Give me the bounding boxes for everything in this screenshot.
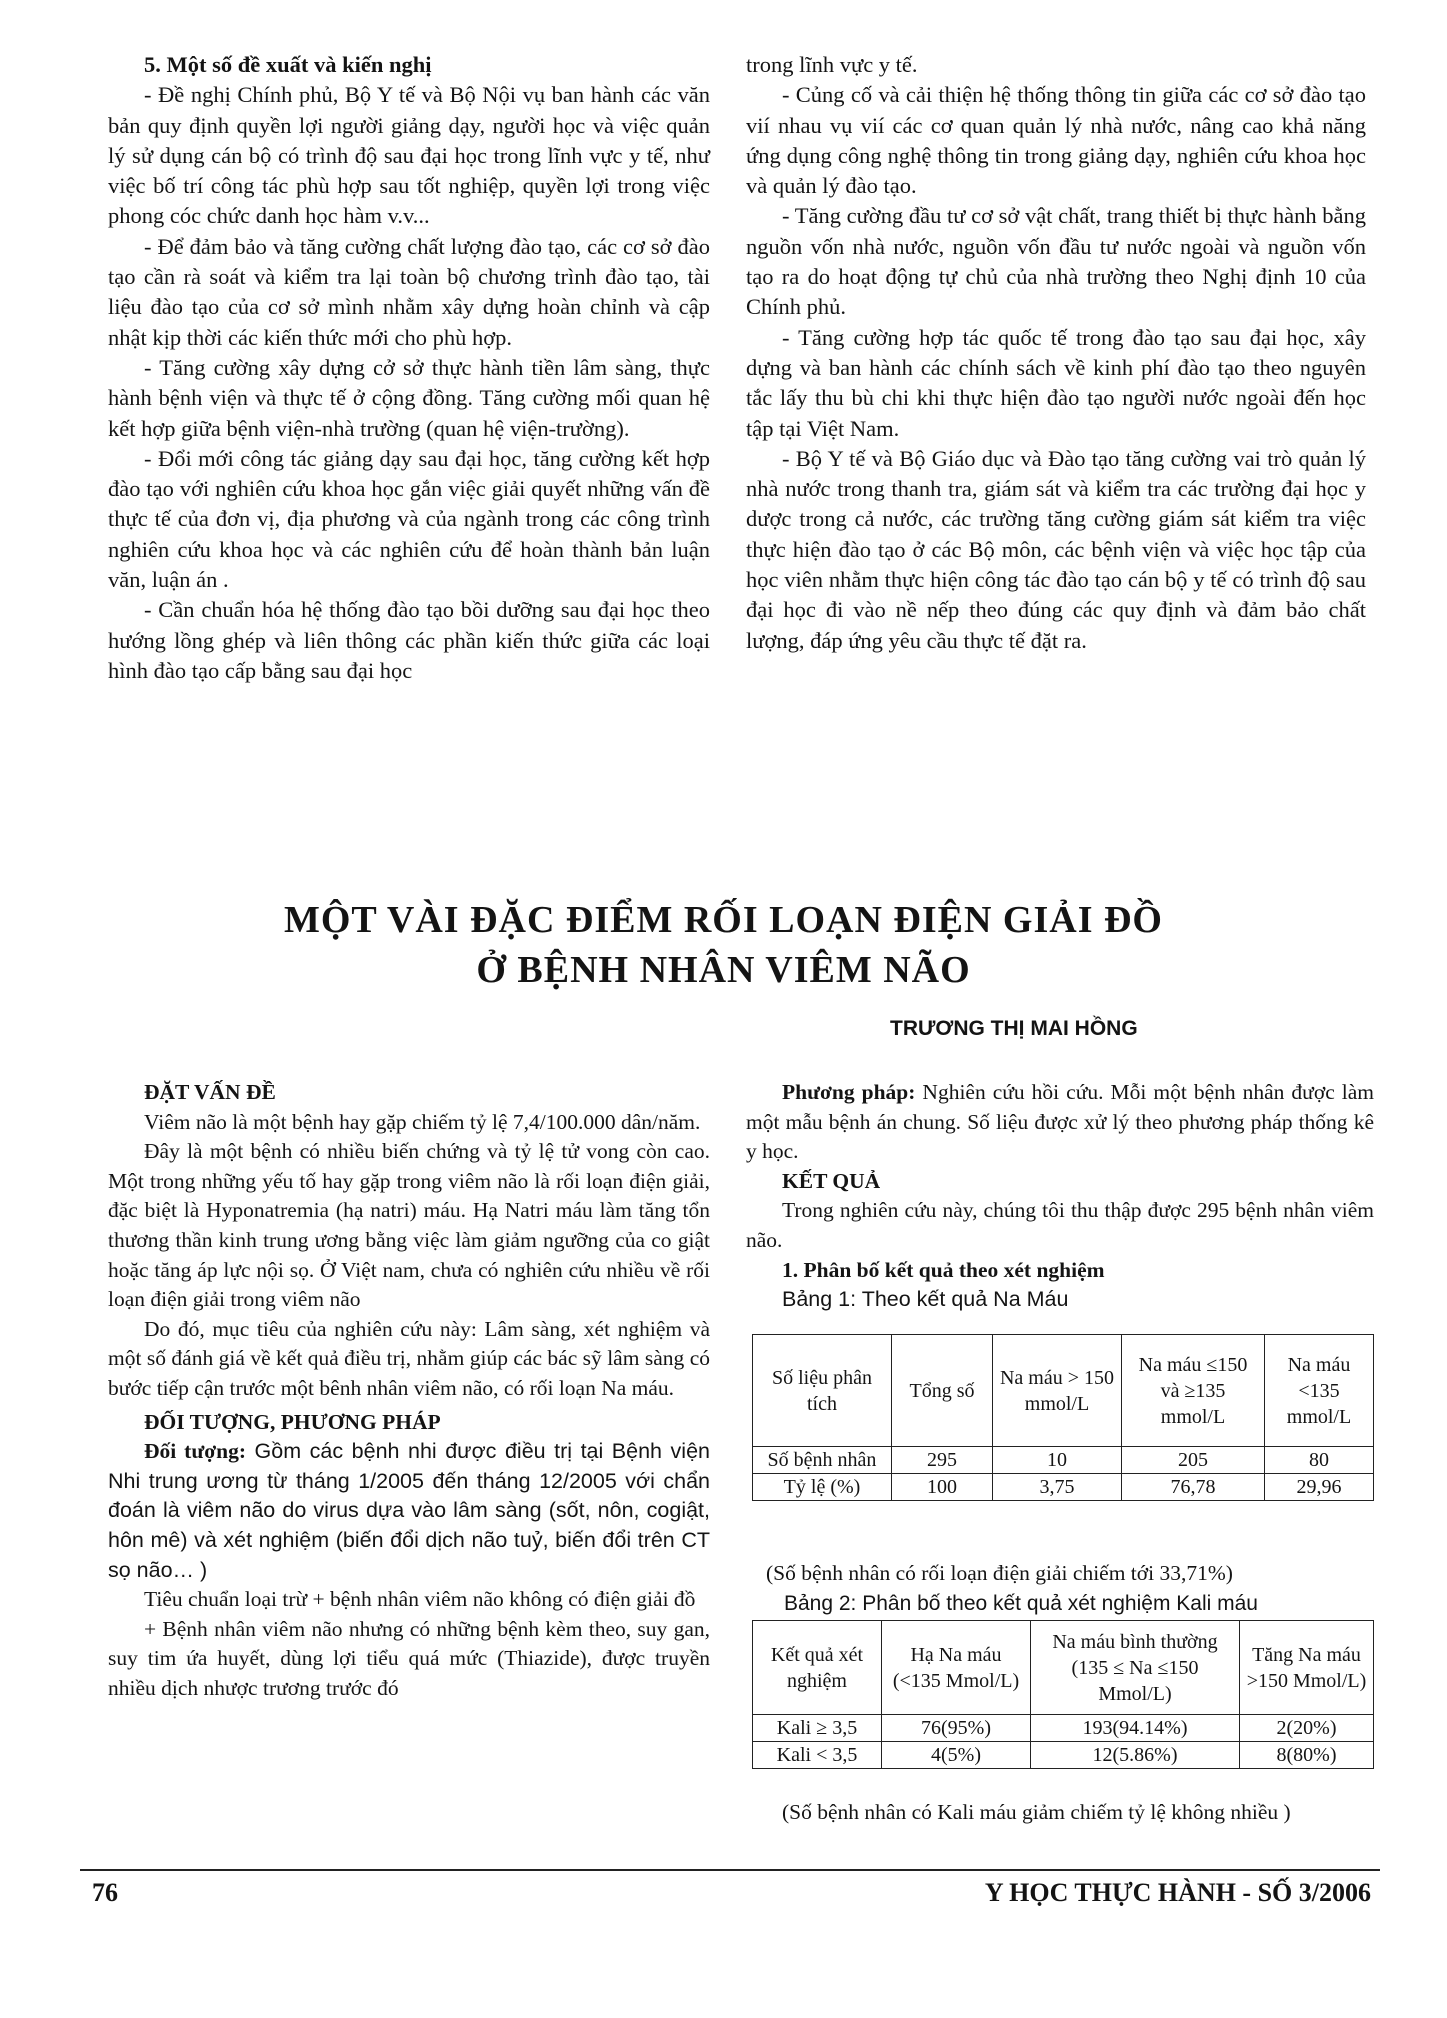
paragraph-methods xyxy=(746,1078,1374,1167)
top-right-column xyxy=(746,50,1366,656)
table-cell: Kali < 3,5 xyxy=(753,1742,882,1769)
methods-label: Phương pháp: xyxy=(782,1080,916,1104)
paragraph: - Cần chuẩn hóa hệ thống đào tạo bồi dưỡng sau đại học theo hướng lồng ghép và liên thông các phần kiến thức giữa các loại hình đào tạo cấp bằng sau đại học xyxy=(108,597,710,683)
paragraph: trong lĩnh vực y tế. xyxy=(746,52,918,77)
subjects-label: Đối tượng: xyxy=(144,1439,247,1464)
table-cell: 29,96 xyxy=(1265,1474,1374,1501)
table-header-cell: Na máu bình thường (135 ≤ Na ≤150 Mmol/L) xyxy=(1031,1621,1240,1715)
table-cell: 193(94.14%) xyxy=(1031,1715,1240,1742)
table-2-note: (Số bệnh nhân có Kali máu giảm chiếm tỷ lệ không nhiều ) xyxy=(782,1799,1291,1824)
table-header-cell: Hạ Na máu (<135 Mmol/L) xyxy=(882,1621,1031,1715)
table-header-row xyxy=(753,1335,1374,1447)
table-cell: 76,78 xyxy=(1122,1474,1265,1501)
table-cell: Kali ≥ 3,5 xyxy=(753,1715,882,1742)
paragraph: - Bộ Y tế và Bộ Giáo dục và Đào tạo tăng cường vai trò quản lý nhà nước trong thanh tra, giám sát và kiểm tra các trường đại học y dược trong cả nước, các trường tăng cường giám sát kiểm tra việc thực hiện đào tạo ở các Bộ môn, các bệnh viện và việc học tập của học viên nhằm thực hiện công tác đào tạo cán bộ y tế có trình độ sau đại học đi vào nề nếp theo đúng các quy định và đảm bảo chất lượng, đáp ứng yêu cầu thực tế đặt ra. xyxy=(746,445,1366,653)
table-header-cell: Tổng số xyxy=(892,1335,993,1447)
table-cell: 3,75 xyxy=(993,1474,1122,1501)
methods-text: Nghiên cứu hồi cứu. Mỗi một bệnh nhân được làm một mẫu bệnh án chung. Số liệu được xử lý theo phương pháp thống kê y học. xyxy=(746,1080,1374,1164)
subjects-text: Gồm các bệnh nhi được điều trị tại Bệnh viện Nhi trung ương từ tháng 1/2005 đến tháng 12/2005 với chẩn đoán là viêm não do virus dựa vào lâm sàng (sốt, nôn, cogiật, hôn mê) và xét nghiệm (biến đổi dịch não tuỷ, biến đổi trên CT sọ não… ) xyxy=(108,1439,710,1582)
table-row xyxy=(753,1742,1374,1769)
section-heading-introduction: ĐẶT VẤN ĐỀ xyxy=(144,1080,276,1104)
article-author: TRƯƠNG THỊ MAI HỒNG xyxy=(890,1017,1138,1040)
article-title-line-1: MỘT VÀI ĐẶC ĐIỂM RỐI LOẠN ĐIỆN GIẢI ĐỒ xyxy=(283,899,1163,941)
table-cell: 100 xyxy=(892,1474,993,1501)
footer-rule xyxy=(80,1869,1380,1871)
table-cell: 10 xyxy=(993,1447,1122,1474)
paragraph: - Tăng cường đầu tư cơ sở vật chất, trang thiết bị thực hành bằng nguồn vốn nhà nước, nguồn vốn đầu tư nước ngoài và nguồn vốn tạo ra do hoạt động tự chủ của nhà trường theo Nghị định 10 của Chính phủ. xyxy=(746,203,1366,320)
paragraph-subjects xyxy=(108,1437,710,1585)
section-heading-distribution: 1. Phân bố kết quả theo xét nghiệm xyxy=(782,1257,1105,1282)
table-cell: 12(5.86%) xyxy=(1031,1742,1240,1769)
table-header-cell: Kết quả xét nghiệm xyxy=(753,1621,882,1715)
table-header-cell: Tăng Na máu >150 Mmol/L) xyxy=(1240,1621,1374,1715)
journal-name: Y HỌC THỰC HÀNH - SỐ 3/2006 xyxy=(984,1878,1371,1907)
table-header-row xyxy=(753,1621,1374,1715)
paragraph: - Để đảm bảo và tăng cường chất lượng đào tạo, các cơ sở đào tạo cần rà soát và kiểm tra lại toàn bộ chương trình đào tạo, tài liệu đào tạo của cơ sở mình nhằm xây dựng hoàn chỉnh và cập nhật kịp thời các kiến thức mới cho phù hợp. xyxy=(108,233,710,350)
table-cell: 295 xyxy=(892,1447,993,1474)
table-cell: 205 xyxy=(1122,1447,1265,1474)
article-title-line-2: Ở BỆNH NHÂN VIÊM NÃO xyxy=(476,949,971,991)
paragraph: - Tăng cường hợp tác quốc tế trong đào tạo sau đại học, xây dựng và ban hành các chính sách về kinh phí đào tạo theo nguyên tắc lấy thu bù chi khi thực hiện đào tạo người nước ngoài đến học tập tại Việt Nam. xyxy=(746,324,1366,441)
table-header-cell: Na máu > 150 mmol/L xyxy=(993,1335,1122,1447)
section-heading-recommendations: 5. Một số đề xuất và kiến nghị xyxy=(144,52,432,77)
paragraph: Viêm não là một bệnh hay gặp chiếm tỷ lệ 7,4/100.000 dân/năm. xyxy=(144,1109,701,1134)
paragraph: - Củng cố và cải thiện hệ thống thông tin giữa các cơ sở đào tạo vií nhau vụ vií các cơ quan quản lý nhà nước, nâng cao khả năng ứng dụng công nghệ thông tin trong giảng dạy, nghiên cứu khoa học và quản lý đào tạo. xyxy=(746,82,1366,199)
bottom-right-column xyxy=(746,1078,1374,1315)
table-cell: 4(5%) xyxy=(882,1742,1031,1769)
table-kali-blood xyxy=(752,1620,1374,1769)
table-1-note: (Số bệnh nhân có rối loạn điện giải chiếm tới 33,71%) xyxy=(766,1560,1233,1585)
table-header-cell: Số liệu phân tích xyxy=(753,1335,892,1447)
table-cell: Tỷ lệ (%) xyxy=(753,1474,892,1501)
paragraph: + Bệnh nhân viêm não nhưng có những bệnh kèm theo, suy gan, suy tim ứa huyết, dùng lợi tiểu quá mức (Thiazide), được truyền nhiều dịch nhược trương trước đó xyxy=(108,1616,710,1700)
bottom-left-column xyxy=(108,1078,710,1703)
table-cell: 76(95%) xyxy=(882,1715,1031,1742)
page-number: 76 xyxy=(92,1878,118,1907)
table-cell: Số bệnh nhân xyxy=(753,1447,892,1474)
table-row xyxy=(753,1447,1374,1474)
section-heading-results: KẾT QUẢ xyxy=(782,1168,881,1193)
table-1-caption: Bảng 1: Theo kết quả Na Máu xyxy=(782,1287,1069,1312)
paragraph: - Tăng cường xây dựng cở sở thực hành tiền lâm sàng, thực hành bệnh viện và thực tế ở cộng đồng. Tăng cường mối quan hệ kết hợp giữa bệnh viện-nhà trường (quan hệ viện-trường). xyxy=(108,354,710,441)
table-2-caption: Bảng 2: Phân bố theo kết quả xét nghiệm Kali máu xyxy=(784,1592,1258,1615)
paragraph: Do đó, mục tiêu của nghiên cứu này: Lâm sàng, xét nghiệm và một số đánh giá về kết quả điều trị, nhằm giúp các bác sỹ lâm sàng có bước tiếp cận trước một bênh nhân viêm não, có rối loạn Na máu. xyxy=(108,1316,710,1400)
table-row xyxy=(753,1715,1374,1742)
paragraph: Đây là một bệnh có nhiều biến chứng và tỷ lệ tử vong còn cao. Một trong những yếu tố hay gặp trong viêm não là rối loạn điện giải, đặc biệt là Hyponatremia (hạ natri) máu. Hạ Natri máu làm tăng tổn thương thần kinh trung ương bằng việc làm giảm ngưỡng của co giật hoặc tăng áp lực nội sọ. Ở Việt nam, chưa có nghiên cứu nhiều về rối loạn điện giải trong viêm não xyxy=(108,1139,710,1312)
table-cell: 8(80%) xyxy=(1240,1742,1374,1769)
table-row xyxy=(753,1474,1374,1501)
paragraph: - Đổi mới công tác giảng dạy sau đại học, tăng cường kết hợp đào tạo với nghiên cứu khoa học gắn việc giải quyết những vấn đề thực tế của đơn vị, địa phương và của ngành trong các công trình nghiên cứu khoa học và các nghiên cứu để hoàn thành bản luận văn, luận án . xyxy=(108,445,710,593)
top-left-column xyxy=(108,50,710,686)
paragraph: - Đề nghị Chính phủ, Bộ Y tế và Bộ Nội vụ ban hành các văn bản quy định quyền lợi người giảng dạy, người học và việc quản lý sử dụng cán bộ có trình độ sau đại học trong lĩnh vực y tế, như việc bố trí công tác phù hợp sau tốt nghiệp, quyền lợi trong việc phong cóc chức danh học hàm v.v... xyxy=(108,82,710,229)
section-heading-subjects-methods: ĐỐI TƯỢNG, PHƯƠNG PHÁP xyxy=(144,1409,441,1434)
table-header-cell: Na máu ≤150 và ≥135 mmol/L xyxy=(1122,1335,1265,1447)
paragraph: Trong nghiên cứu này, chúng tôi thu thập được 295 bệnh nhân viêm não. xyxy=(746,1198,1374,1252)
table-na-blood xyxy=(752,1334,1374,1501)
table-header-cell: Na máu <135 mmol/L xyxy=(1265,1335,1374,1447)
table-cell: 80 xyxy=(1265,1447,1374,1474)
paragraph: Tiêu chuẩn loại trừ + bệnh nhân viêm não không có điện giải đồ xyxy=(144,1587,696,1612)
table-cell: 2(20%) xyxy=(1240,1715,1374,1742)
